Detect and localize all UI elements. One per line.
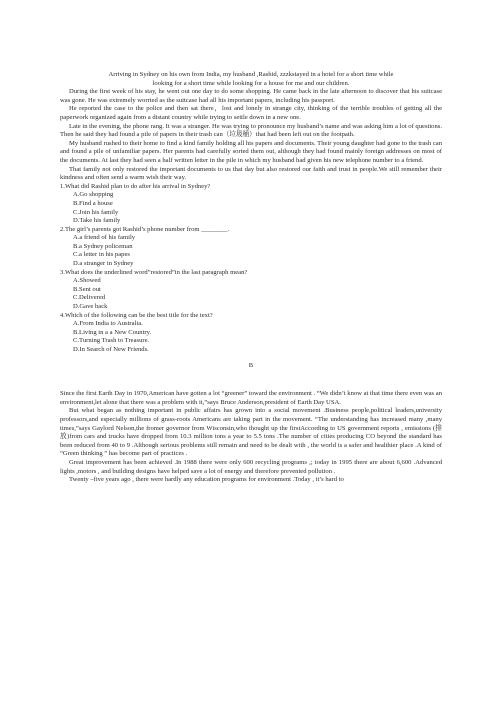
passage-a-paragraph-4: My husband rushed to their home to find a kind family holding all his papers and documents. Their young daughter had gone to the trash can and found a pile of unfamiliar papers. Her parents had carefully sorted them out, although they had found mainly foreign addresses on most of the documents. At last they had seen a half written letter in the pile in which my husband had given his new telephone number to a friend. <box>60 139 442 164</box>
document-page <box>60 71 442 485</box>
passage-a-paragraph-3: Late in the evening, the phone rang. It was a stranger. He was trying to pronounce my husband’s name and was asking him a lot of questions. Then he said they had found a pile of papers in their trash can（垃圾桶）that had been left out on the footpath. <box>60 122 442 139</box>
passage-b-paragraph-4: Twenty –five years ago , there were hardly any education programs for environment .Today , it’s hard to <box>69 476 344 484</box>
option-b: B.Find a house <box>73 199 113 207</box>
option-c: C.a letter in his papes <box>73 251 130 259</box>
passage-a-paragraph-2: He reported the case to the police and then sat there，lost and lonely in strange city, thinking of the terrible troubles of getting all the paperwork organized again from a distant country while trying to settle down in a new one. <box>60 105 442 121</box>
passage-b-paragraph-2: But what began as nothing important in public affairs has grown into a social movement .Business people,political leaders,university professors,and especially millions of grass-roots Americans are taking part in the movement. “The understanding has increased many ,many times,”says Gaylord Nelson,the fromer governor from Wisconsin,who thought up the firstAccording to US government reports , emissions (排放)from cars and trucks have dropped from 10.3 million tons a year to 5.5 tons .The number of cities producing CO beyond the standard has been reduced from 40 to 9 .Although serious problems still remain and need to be dealt with , the world is a safer and healthier place .A kind of “Green thinking ” has become part of practices . <box>60 407 442 458</box>
passage-a-paragraph-5: That family not only restored the important documents to us that day but also restored our faith and trust in people.We still remember their kindness and often send a warm wish their way. <box>60 165 442 182</box>
passage-b-paragraph-1: Since the first Earth Day in 1970,American have gotten a lot “greener” toward the environment . “We didn’t know at that time there even was an environment,let alone that there was a problem with it,”says Bruce Anderson,president of Earth Day USA. <box>60 390 442 406</box>
option-a: A.Showed <box>73 277 101 285</box>
section-b-title: B <box>248 361 254 369</box>
option-b: B.Living in a a New Country. <box>73 328 152 336</box>
question-3 <box>60 269 442 312</box>
question-stem: 1.What did Rashid plan to do after his arrival in Sydney? <box>60 182 211 190</box>
option-b: B.a Sydney policeman <box>73 242 133 250</box>
option-c: C.Delivered <box>73 294 106 302</box>
question-stem: 2.The girl’s parents got Rashid’s phone number from ________. <box>60 225 230 233</box>
question-stem: 4.Which of the following can be the best title for the text? <box>60 311 213 319</box>
option-d: D.a stranger in Sydney <box>73 260 134 268</box>
option-d: D.Take his family <box>73 217 121 225</box>
option-c: C.Join his family <box>73 208 119 216</box>
question-4 <box>60 312 442 355</box>
option-d: D.In Search of New Friends. <box>73 346 149 353</box>
option-b: B.Sent out <box>73 285 101 293</box>
option-a: A.From India to Australia. <box>73 320 143 328</box>
question-1 <box>60 183 442 226</box>
option-d: D.Gave back <box>73 303 108 311</box>
passage-a-paragraph-1: During the first week of his stay, he went out one day to do some shopping. He came back in the late afternoon to discover that his suitcase was gone. He was extremely worried as the suitcase had all his important papers, including his passport. <box>60 88 442 104</box>
option-a: A.a friend of his family <box>73 234 136 242</box>
option-c: C.Turning Trash to Treasure. <box>73 337 150 345</box>
intro-line-2: looking for a short time while looking for a house for me and our children. <box>152 79 350 87</box>
passage-b-paragraph-3: Great improvement has been achieved .In 1988 there were only 600 recycling programs ,; today in 1995 there are about 6,600 .Advanced lights ,motors , and building designs have helped save a lot of energy and therefore prevented pollution . <box>60 458 442 475</box>
option-a: A.Go shopping <box>73 191 114 199</box>
intro-line-1: Arriving in Sydney on his own from India, my husband ,Rashid, zzzkstayed in a hotel for a short time while <box>108 71 394 78</box>
question-stem: 3.What does the underlined word”restored”in the last paragraph mean? <box>60 268 248 276</box>
question-2 <box>60 226 442 269</box>
